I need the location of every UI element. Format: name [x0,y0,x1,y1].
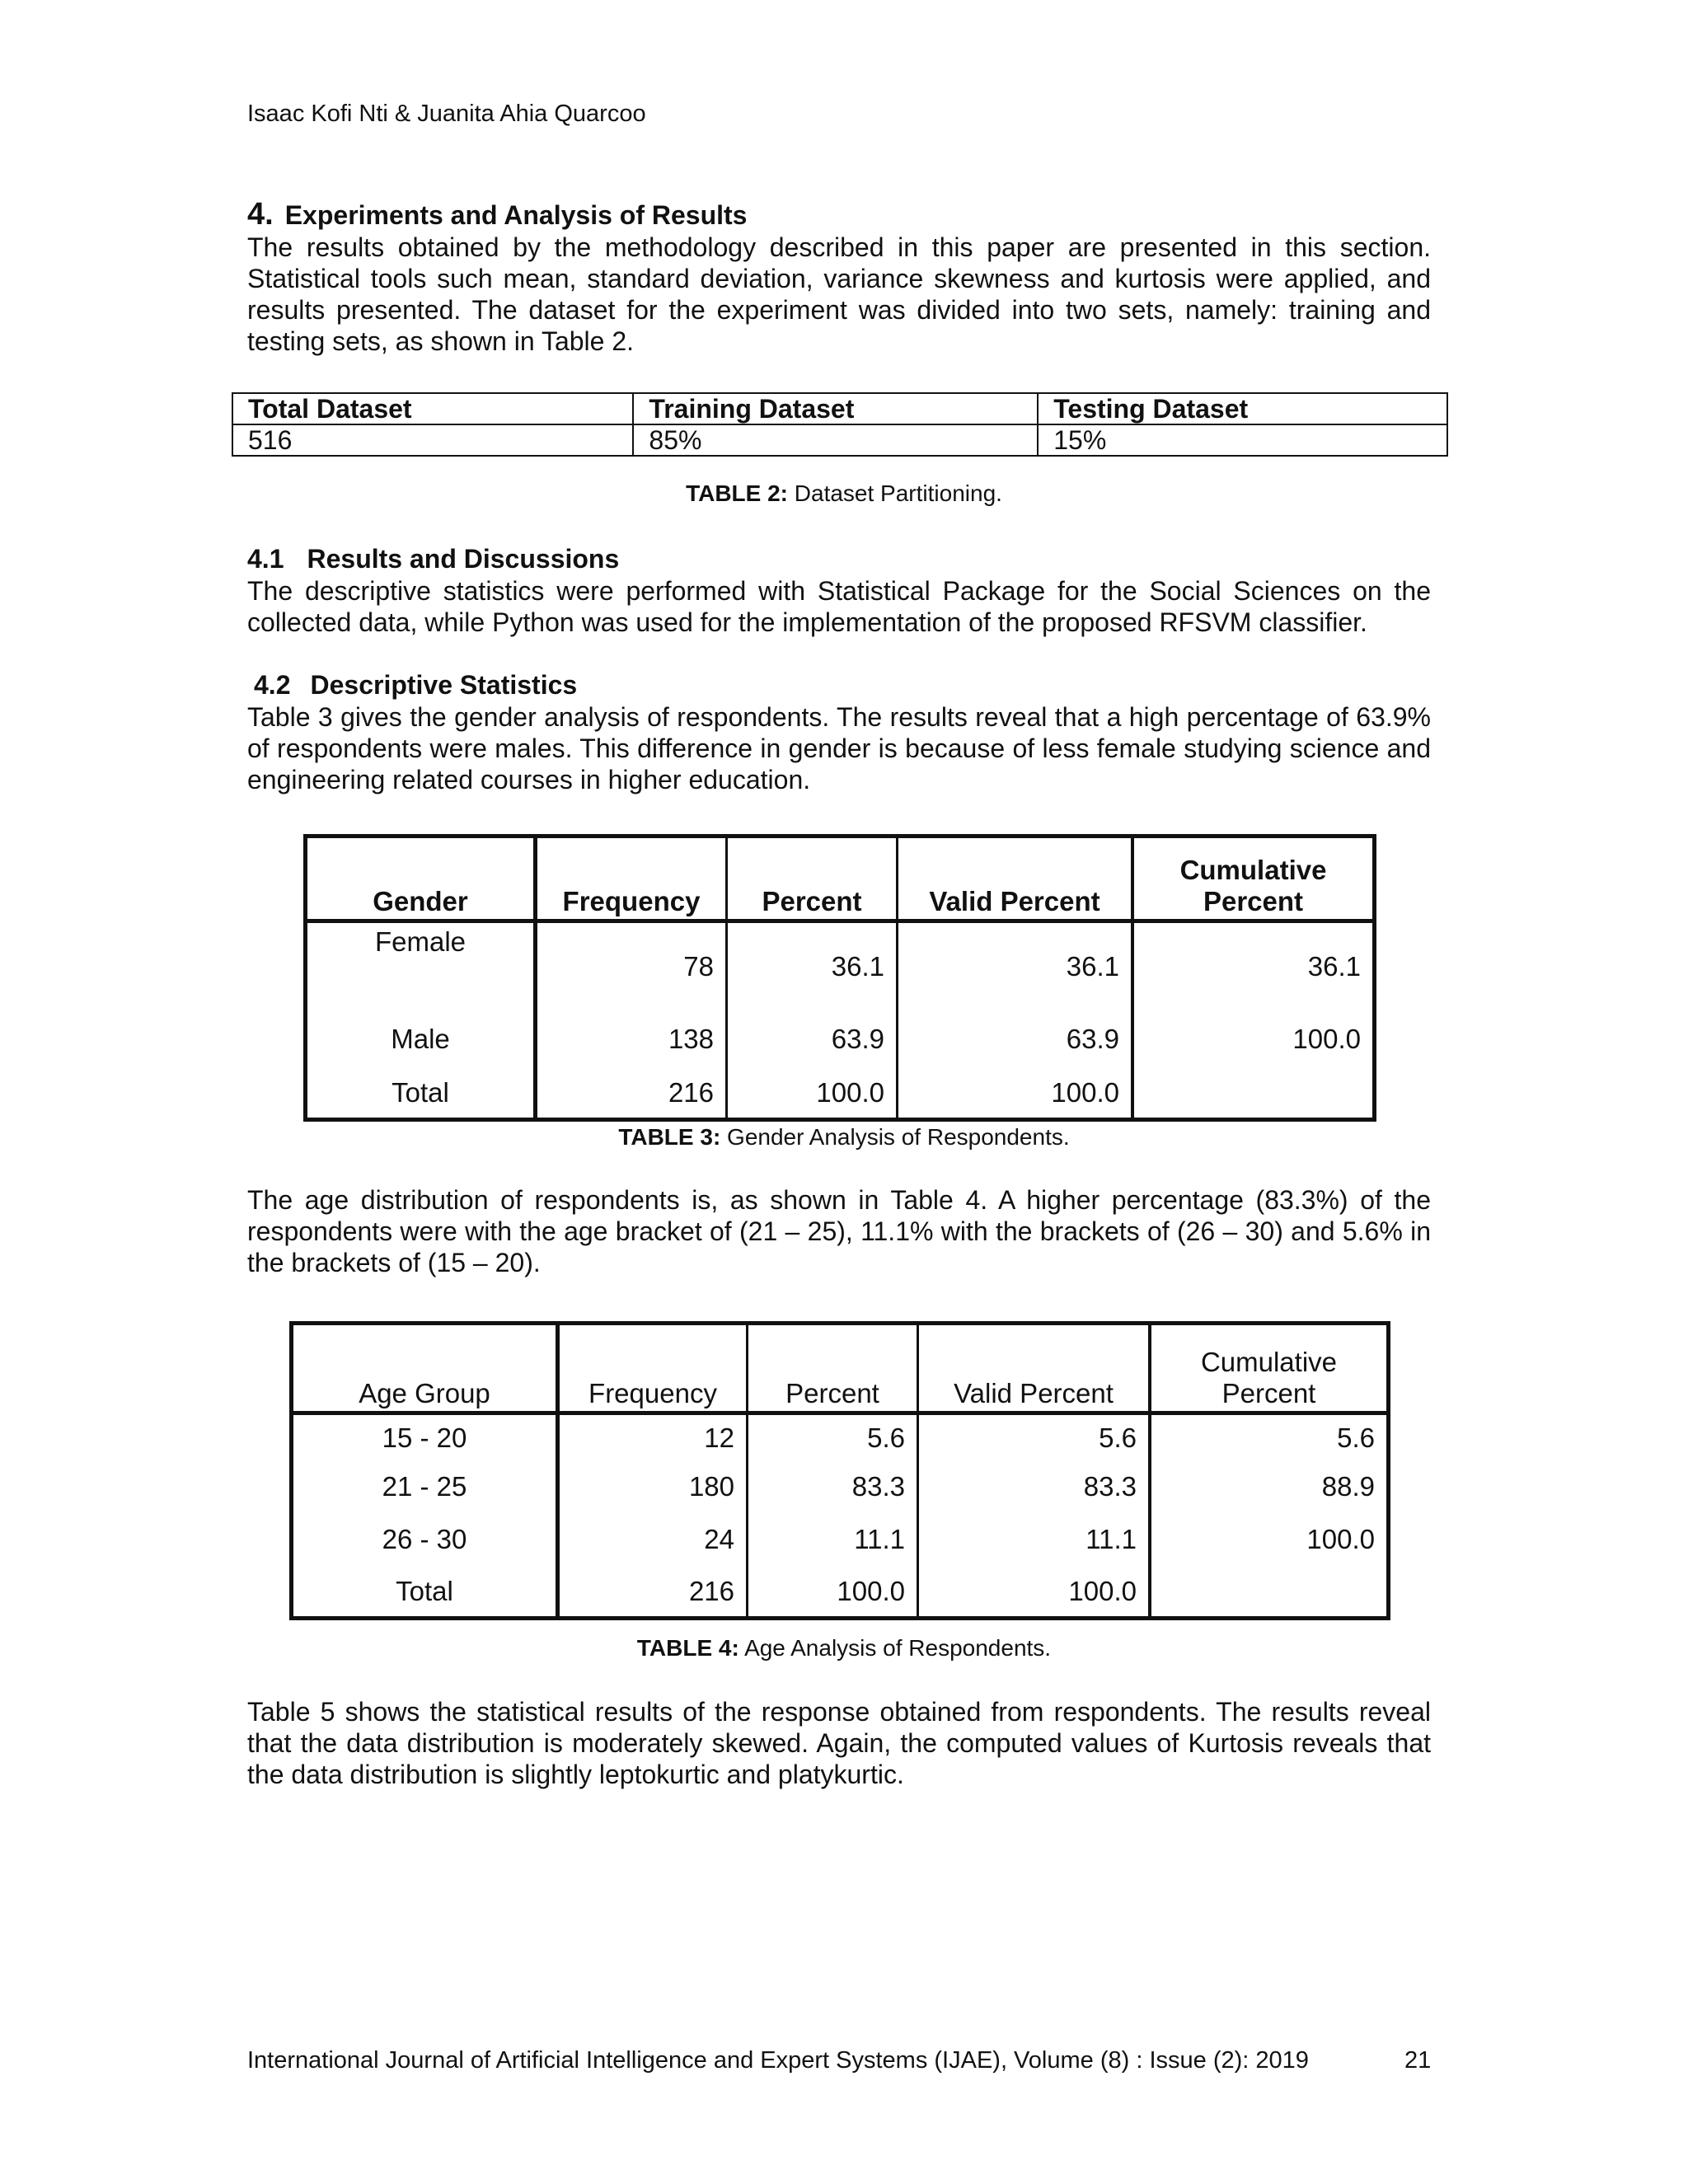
section-4-2 [247,668,1431,795]
table-cell: 15% [1038,424,1447,456]
section-4-2-title: Descriptive Statistics [310,670,578,700]
caption-text: Dataset Partitioning. [788,480,1002,506]
table-header-cell [1150,1324,1389,1413]
table-header-cell: Training Dataset [633,393,1038,424]
table-header-row [232,393,1447,424]
table-header-cell [1132,837,1375,921]
table-row [232,424,1447,456]
header-line: Percent [1203,886,1304,916]
running-header-authors: Isaac Kofi Nti & Juanita Ahia Quarcoo [247,101,646,127]
caption-text: Age Analysis of Respondents. [738,1635,1052,1661]
table-cell: 12 [558,1413,748,1462]
table-cell: 100.0 [1150,1512,1389,1567]
table-cell: 63.9 [727,1010,898,1068]
table-cell: 216 [558,1567,748,1619]
section-4-1 [247,542,1431,638]
row-label: 21 - 25 [292,1461,558,1512]
section-4-1-text: The descriptive statistics were performed with Statistical Package for the Social Sciences on the collected data, while Python was used for the implementation of the proposed RFSVM classifier. [247,576,1431,637]
table-cell: 100.0 [1132,1010,1375,1068]
table-cell: 36.1 [727,921,898,1011]
table-cell [1150,1567,1389,1619]
section-4-number: 4. [247,197,274,232]
table-cell: 36.1 [1132,921,1375,1011]
caption-label: TABLE 4: [636,1635,739,1661]
table-header-row [292,1324,1389,1413]
table-5-text: Table 5 shows the statistical results of the response obtained from respondents. The results reveal that the data distribution is moderately skewed. Again, the computed values of Kurtosis reveals that the data distribution is slightly leptokurtic and platykurtic. [247,1697,1431,1789]
table-row [292,1567,1389,1619]
table-row [306,921,1375,1011]
table-cell: 516 [232,424,633,456]
table-header-cell: Percent [748,1324,918,1413]
table-row [292,1461,1389,1512]
row-label: 15 - 20 [292,1413,558,1462]
section-4-title: Experiments and Analysis of Results [284,200,748,230]
table-cell: 100.0 [748,1567,918,1619]
section-4-heading [247,198,1431,232]
table-row [306,1068,1375,1120]
caption-text: Gender Analysis of Respondents. [720,1124,1070,1150]
table-cell: 78 [536,921,727,1011]
row-label: Female [306,921,536,1011]
caption-label: TABLE 3: [618,1124,721,1150]
table-cell [1132,1068,1375,1120]
header-line: Percent [1221,1378,1316,1408]
table-cell: 63.9 [898,1010,1133,1068]
table-header-cell: Frequency [536,837,727,921]
table-cell: 138 [536,1010,727,1068]
section-4-text: The results obtained by the methodology described in this paper are presented in this section. Statistical tools such mean, standard deviation, variance skewness and kurtosis were applied, and results presented. The dataset for the experiment was divided into two sets, namely: training and testing sets, as shown in Table 2. [247,232,1431,356]
table-gender-analysis [303,834,1376,1122]
table-cell: 85% [633,424,1038,456]
age-paragraph [247,1184,1431,1278]
table-header-cell: Gender [306,837,536,921]
table-cell: 24 [558,1512,748,1567]
row-label: Total [292,1567,558,1619]
table-row [292,1512,1389,1567]
table-cell: 11.1 [748,1512,918,1567]
table-row [292,1413,1389,1462]
table-cell: 36.1 [898,921,1133,1011]
table-header-cell: Valid Percent [898,837,1133,921]
table-4-caption [0,1634,1688,1662]
table-cell: 83.3 [748,1461,918,1512]
table-cell: 88.9 [1150,1461,1389,1512]
table-2-caption [0,480,1688,508]
row-label: Male [306,1010,536,1068]
table-header-cell: Valid Percent [918,1324,1151,1413]
section-4-1-heading [247,542,1431,575]
caption-label: TABLE 2: [686,480,788,506]
section-4-2-text: Table 3 gives the gender analysis of respondents. The results reveal that a high percentage of 63.9% of respondents were males. This difference in gender is because of less female studying science and engineering related courses in higher education. [247,702,1431,794]
table-5-paragraph [247,1696,1431,1790]
journal-footer: International Journal of Artificial Intelligence and Expert Systems (IJAE), Volume (8) : Issue (2): 2019 [247,2047,1309,2074]
table-cell: 100.0 [918,1567,1151,1619]
page-number: 21 [1404,2047,1432,2074]
section-4-2-heading [247,668,1431,701]
section-4-1-title: Results and Discussions [307,544,620,574]
table-cell: 83.3 [918,1461,1151,1512]
table-cell: 11.1 [918,1512,1151,1567]
header-line: Cumulative [1179,855,1327,885]
section-4-2-number: 4.2 [254,670,291,700]
table-cell: 180 [558,1461,748,1512]
table-header-cell: Testing Dataset [1038,393,1447,424]
header-line: Cumulative [1200,1347,1338,1377]
table-cell: 216 [536,1068,727,1120]
table-row [306,1010,1375,1068]
table-3-caption [0,1123,1688,1151]
age-text: The age distribution of respondents is, as shown in Table 4. A higher percentage (83.3%) of the respondents were with the age bracket of (21 – 25), 11.1% with the brackets of (26 – 30) and 5.6% in the brackets of (15 – 20). [247,1185,1431,1277]
section-4-1-number: 4.1 [247,544,284,574]
table-cell: 5.6 [748,1413,918,1462]
table-cell: 5.6 [918,1413,1151,1462]
table-header-cell: Total Dataset [232,393,633,424]
table-dataset-partitioning [232,392,1448,457]
table-header-cell: Age Group [292,1324,558,1413]
table-header-cell: Percent [727,837,898,921]
row-label: Total [306,1068,536,1120]
row-label: 26 - 30 [292,1512,558,1567]
table-cell: 100.0 [727,1068,898,1120]
table-age-analysis [289,1321,1390,1620]
table-header-row [306,837,1375,921]
table-cell: 100.0 [898,1068,1133,1120]
table-cell: 5.6 [1150,1413,1389,1462]
table-header-cell: Frequency [558,1324,748,1413]
section-4 [247,198,1431,357]
